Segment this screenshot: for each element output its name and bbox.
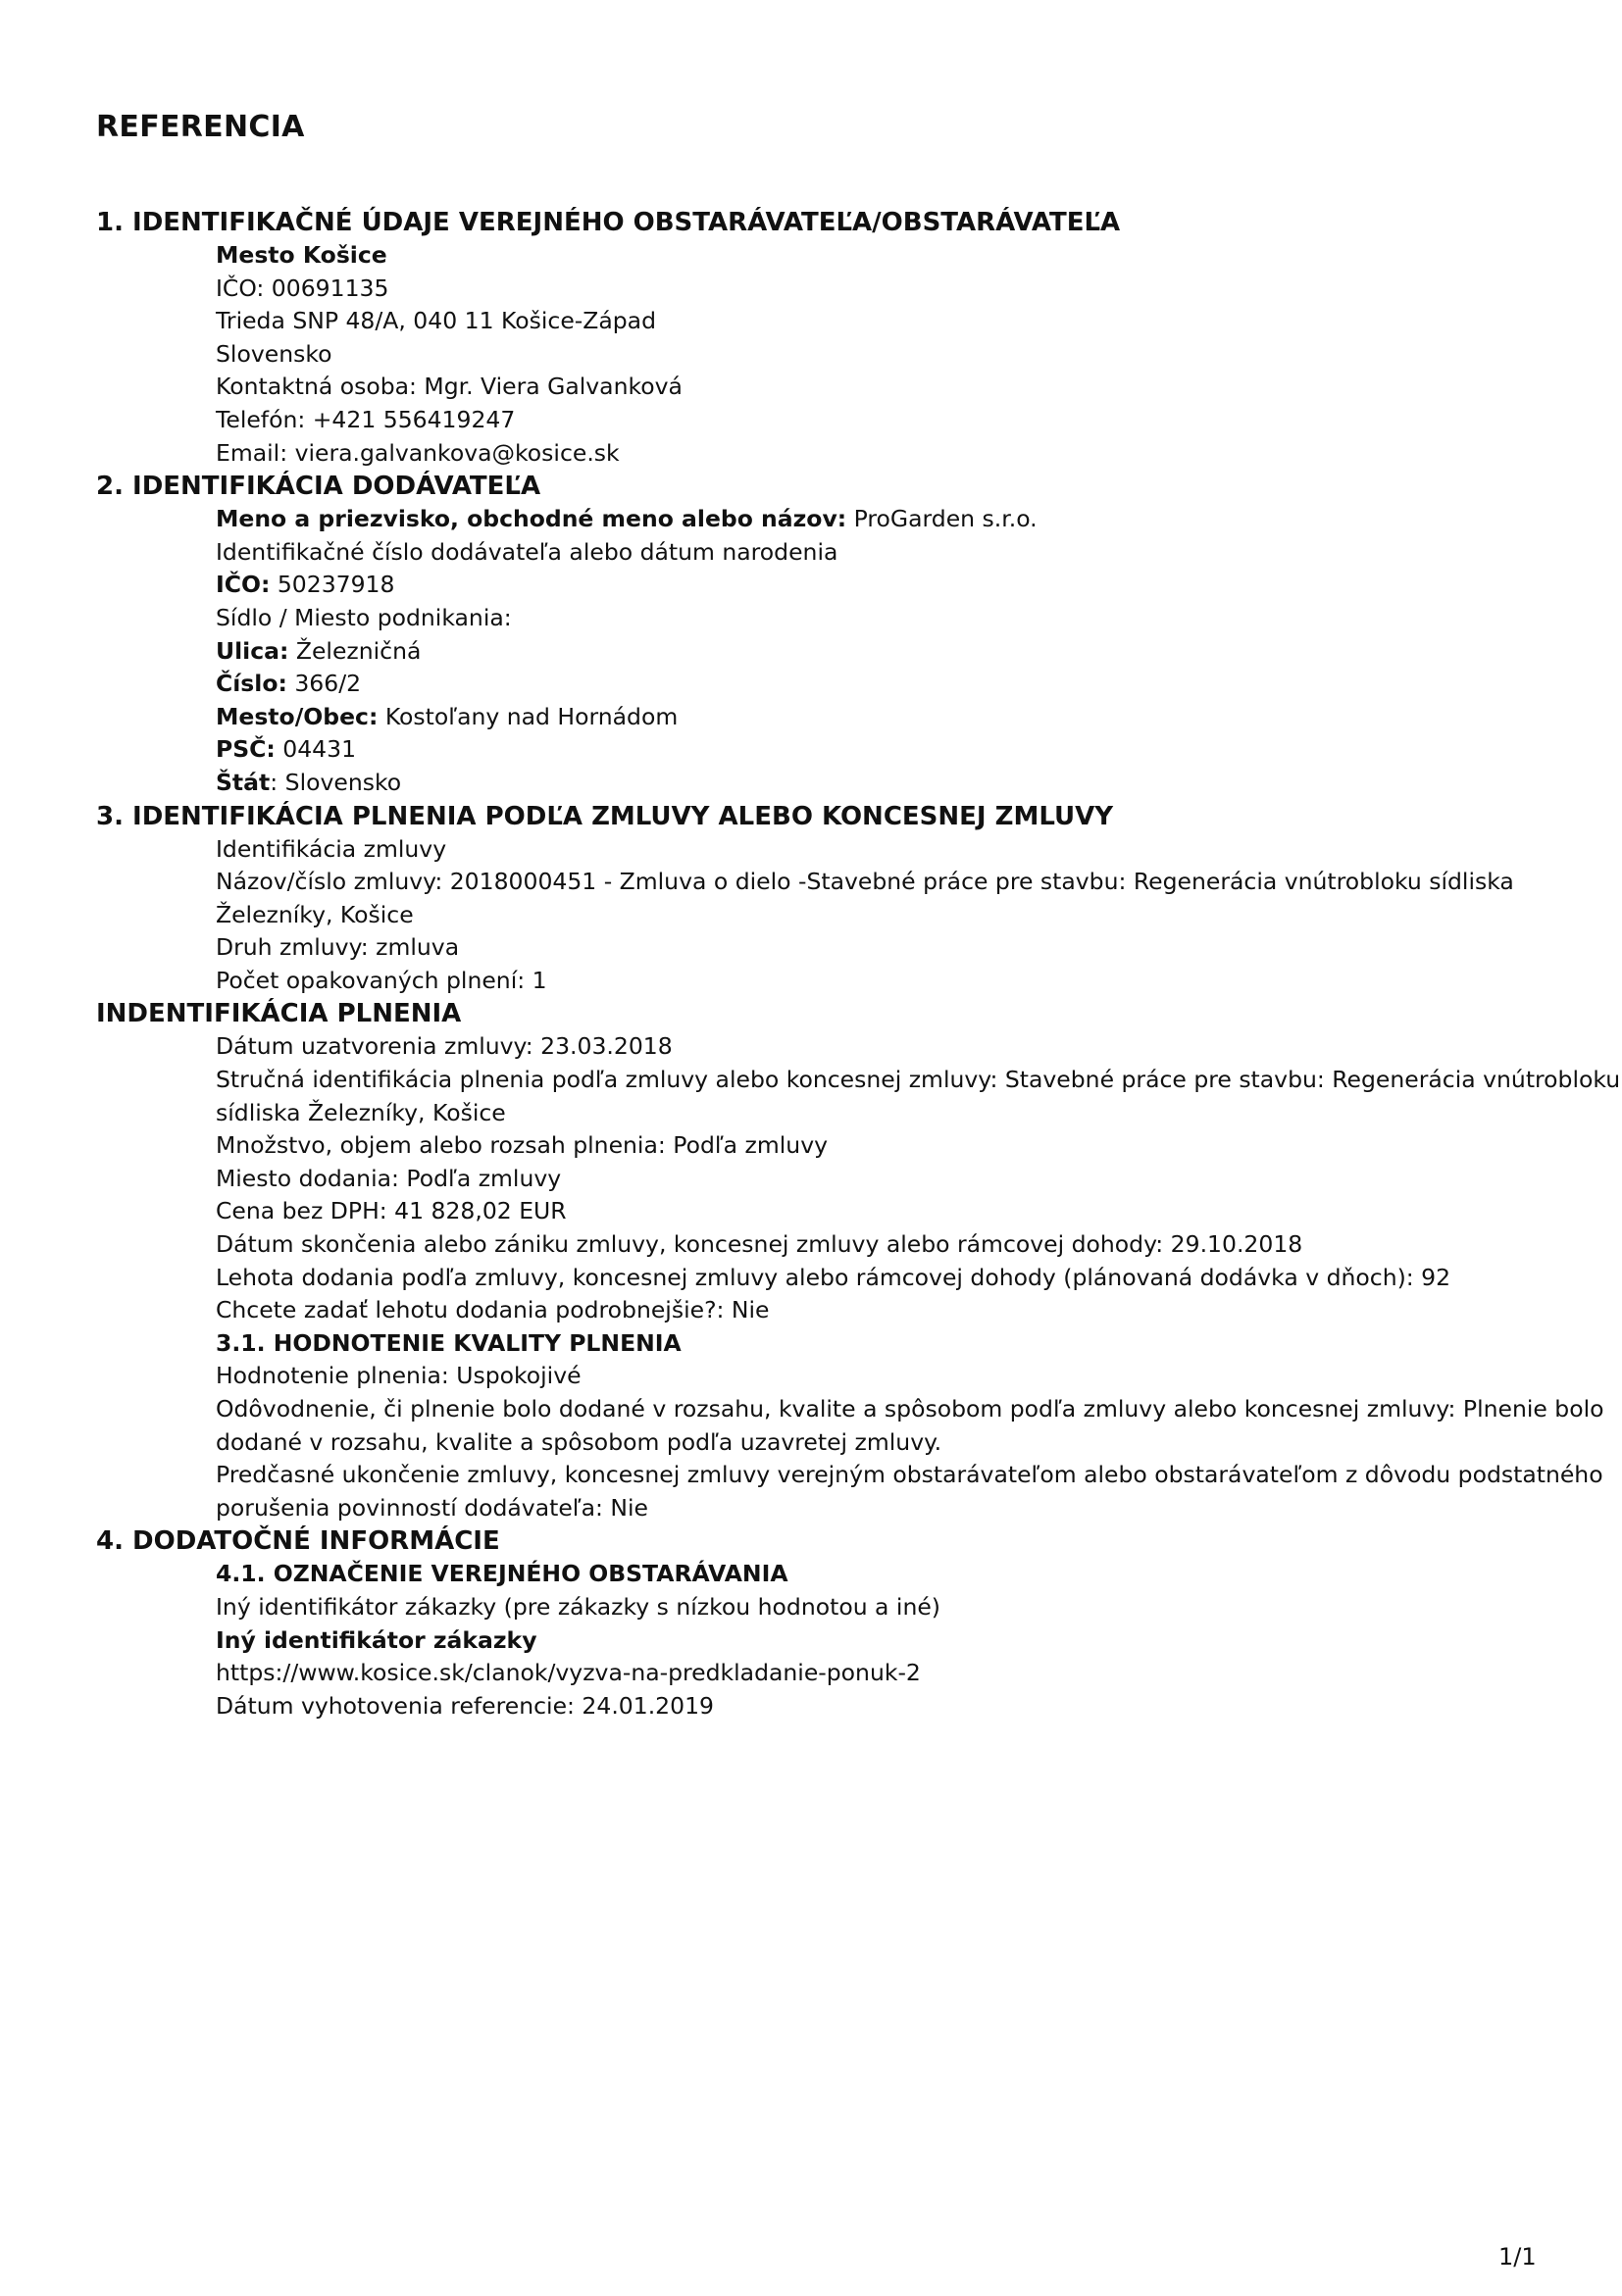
supplier-id-line: Identifikačné číslo dodávateľa alebo dátum narodenia [216,537,838,566]
contract-end-date: Dátum skončenia alebo zániku zmluvy, koncesnej zmluvy alebo rámcovej dohody: 29.10.2018 [216,1230,1303,1259]
deadline-detail: Chcete zadať lehotu dodania podrobnejšie?: Nie [216,1296,770,1324]
supplier-zip-value: 04431 [275,735,357,764]
section-3-heading: 3. IDENTIFIKÁCIA PLNENIA PODĽA ZMLUVY ALEBO KONCESNEJ ZMLUVY [96,801,1114,831]
performance-brief: Stručná identifikácia plnenia podľa zmluvy alebo koncesnej zmluvy: Stavebné práce pre stavbu: Regenerácia vnútrobloku sídliska Železníky, Košice [216,1066,1621,1126]
authority-email: Email: viera.galvankova@kosice.sk [216,438,620,467]
supplier-number-label: Číslo: [216,670,287,698]
supplier-state-value: : Slovensko [270,768,402,796]
supplier-street-value: Železničná [288,636,422,665]
supplier-city-value: Kostoľany nad Hornádom [378,702,679,730]
supplier-ico-label: IČO: [216,571,271,599]
supplier-number-line [216,668,1567,701]
contract-identification-label: Identifikácia zmluvy [216,834,447,863]
other-identifier-bold: Iný identifikátor zákazky [216,1625,537,1654]
contract-repeats: Počet opakovaných plnení: 1 [216,966,547,994]
delivery-place: Miesto dodania: Podľa zmluvy [216,1164,562,1192]
price-without-vat: Cena bez DPH: 41 828,02 EUR [216,1197,567,1225]
supplier-state-line [216,767,1567,800]
supplier-state-label: Štát [216,768,271,796]
supplier-zip-label: PSČ: [216,735,276,764]
tender-url: https://www.kosice.sk/clanok/vyzva-na-predkladanie-ponuk-2 [216,1659,921,1687]
performance-heading: INDENTIFIKÁCIA PLNENIA [96,999,462,1029]
supplier-city-label: Mesto/Obec: [216,702,379,730]
section-4-1-heading: 4.1. OZNAČENIE VEREJNÉHO OBSTARÁVANIA [216,1560,788,1588]
page-number: 1/1 [1498,2243,1537,2271]
supplier-ico-value: 50237918 [270,571,395,599]
other-identifier-label: Iný identifikátor zákazky (pre zákazky s nízkou hodnotou a iné) [216,1592,940,1621]
supplier-seat-line: Sídlo / Miesto podnikania: [216,603,512,631]
authority-ico: IČO: 00691135 [216,274,389,302]
quality-reason: Odôvodnenie, či plnenie bolo dodané v rozsahu, kvalite a spôsobom podľa zmluvy alebo koncesnej zmluvy: Plnenie bolo dodané v rozsahu, kvalite a spôsobom podľa uzavretej zmluvy. [216,1395,1604,1456]
early-termination: Predčasné ukončenie zmluvy, koncesnej zmluvy verejným obstarávateľom alebo obstarávateľom z dôvodu podstatného porušenia povinností dodávateľa: Nie [216,1461,1603,1522]
document-body [96,206,1621,1722]
supplier-zip-line [216,733,1567,767]
supplier-name-value: ProGarden s.r.o. [846,505,1038,533]
document-title: REFERENCIA [96,110,305,144]
delivery-deadline: Lehota dodania podľa zmluvy, koncesnej zmluvy alebo rámcovej dohody (plánovaná dodávka v dňoch): 92 [216,1263,1451,1291]
contract-date: Dátum uzatvorenia zmluvy: 23.03.2018 [216,1032,673,1061]
contracting-authority-name: Mesto Košice [216,241,387,269]
authority-country: Slovensko [216,339,332,368]
contract-name: Názov/číslo zmluvy: 2018000451 - Zmluva o dielo -Stavebné práce pre stavbu: Regenerácia vnútrobloku sídliska Železníky, Košice [216,868,1514,928]
supplier-street-label: Ulica: [216,636,289,665]
authority-phone: Telefón: +421 556419247 [216,405,516,433]
supplier-city-line [216,701,1567,734]
supplier-name-label: Meno a priezvisko, obchodné meno alebo názov: [216,505,847,533]
supplier-name-line [216,503,1567,536]
supplier-street-line [216,635,1567,669]
section-4-heading: 4. DODATOČNÉ INFORMÁCIE [96,1526,500,1557]
authority-contact: Kontaktná osoba: Mgr. Viera Galvanková [216,373,683,401]
supplier-number-value: 366/2 [286,670,362,698]
quality-rating: Hodnotenie plnenia: Uspokojivé [216,1362,582,1390]
supplier-ico-line [216,569,1567,602]
section-3-1-heading: 3.1. HODNOTENIE KVALITY PLNENIA [216,1328,682,1357]
section-1-heading: 1. IDENTIFIKAČNÉ ÚDAJE VEREJNÉHO OBSTARÁVATEĽA/OBSTARÁVATEĽA [96,208,1121,237]
section-2-heading: 2. IDENTIFIKÁCIA DODÁVATEĽA [96,472,541,502]
authority-address: Trieda SNP 48/A, 040 11 Košice-Západ [216,307,656,335]
contract-type: Druh zmluvy: zmluva [216,933,460,962]
reference-date: Dátum vyhotovenia referencie: 24.01.2019 [216,1691,714,1720]
performance-amount: Množstvo, objem alebo rozsah plnenia: Podľa zmluvy [216,1131,829,1160]
